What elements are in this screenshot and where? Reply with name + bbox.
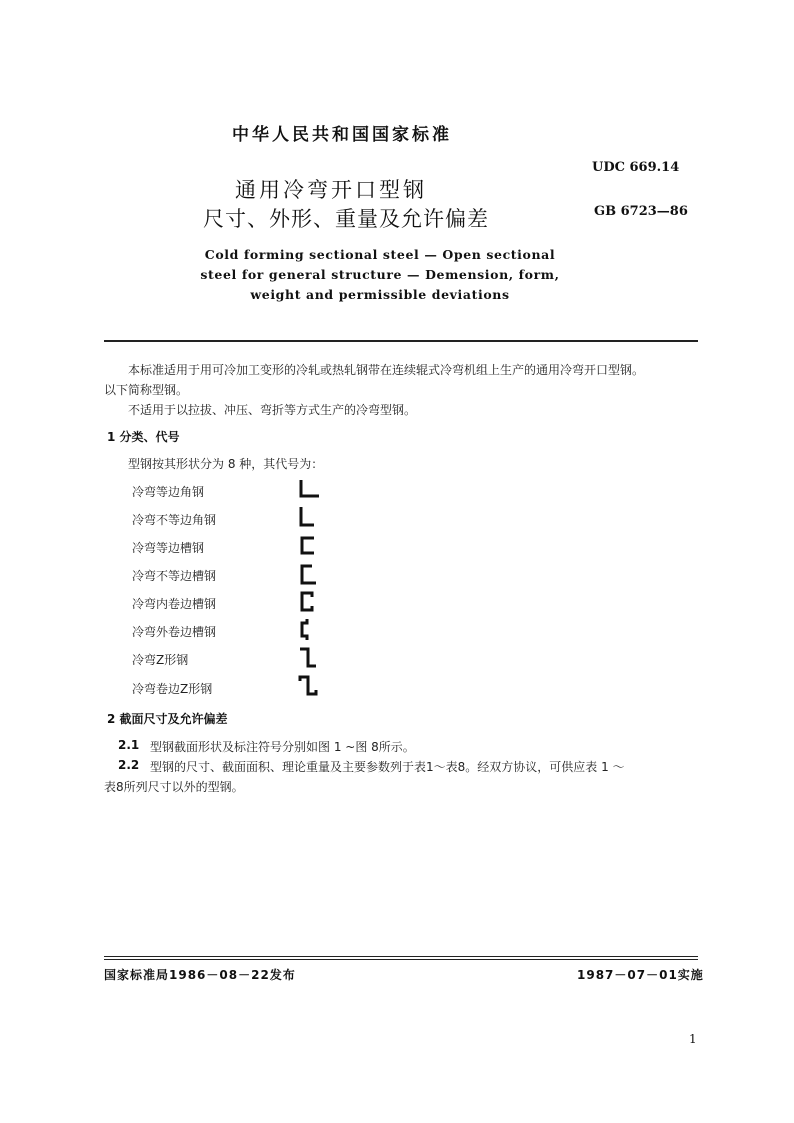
profile-label: 冷弯Z形钢 [132, 653, 189, 667]
item-2-2-line2: 表8所列尺寸以外的型钢。 [104, 780, 244, 794]
profile-label: 冷弯不等边角钢 [132, 513, 217, 527]
issue-date: 国家标准局1986－08－22发布 [104, 968, 296, 982]
english-title-line-3: weight and permissible deviations [250, 287, 510, 302]
footer-divider [104, 959, 698, 960]
profile-label: 冷弯等边角钢 [132, 485, 205, 499]
equal-channel-icon [298, 536, 322, 556]
inner-lipped-channel-icon [298, 591, 322, 613]
page-number: 1 [689, 1032, 697, 1046]
header-divider [104, 340, 698, 342]
gb-code: GB 6723—86 [594, 204, 688, 219]
intro-para2: 不适用于以拉拔、冲压、弯折等方式生产的冷弯型钢。 [128, 403, 417, 417]
item-2-1-number: 2.1 [118, 738, 140, 752]
z-section-icon [298, 646, 322, 670]
title-line-1: 通用冷弯开口型钢 [235, 178, 427, 202]
footer-divider [104, 956, 698, 957]
title-line-2: 尺寸、外形、重量及允许偏差 [203, 207, 489, 231]
udc-code: UDC 669.14 [592, 160, 680, 175]
profile-label: 冷弯内卷边槽钢 [132, 597, 217, 611]
unequal-channel-icon [298, 564, 322, 586]
section1-lead: 型钢按其形状分为 8 种，其代号为： [128, 457, 324, 471]
section1-heading: 1 分类、代号 [107, 430, 180, 444]
intro-para1-line1: 本标准适用于用可冷加工变形的冷轧或热轧钢带在连续辊式冷弯机组上生产的通用冷弯开口型钢。 [128, 363, 645, 377]
outer-lipped-channel-icon [298, 618, 322, 642]
intro-para1-line2: 以下简称型钢。 [104, 383, 189, 397]
item-2-1-text: 型钢截面形状及标注符号分别如图 1 ~图 8所示。 [150, 740, 415, 754]
section2-heading: 2 截面尺寸及允许偏差 [107, 712, 228, 726]
item-2-2-line1: 型钢的尺寸、截面面积、理论重量及主要参数列于表1～表8。经双方协议，可供应表 1 ～ [150, 760, 625, 774]
unequal-angle-icon [298, 506, 322, 528]
effective-date: 1987－07－01实施 [577, 968, 704, 982]
profile-label: 冷弯外卷边槽钢 [132, 625, 217, 639]
profile-label: 冷弯等边槽钢 [132, 541, 205, 555]
standard-name: 中华人民共和国国家标准 [232, 125, 452, 145]
equal-angle-icon [298, 479, 322, 499]
item-2-2-number: 2.2 [118, 758, 140, 772]
lipped-z-section-icon [298, 674, 324, 698]
profile-label: 冷弯不等边槽钢 [132, 569, 217, 583]
profile-label: 冷弯卷边Z形钢 [132, 682, 213, 696]
english-title-line-2: steel for general structure — Demension, form, [200, 267, 560, 282]
english-title-line-1: Cold forming sectional steel — Open sectional [204, 247, 556, 262]
